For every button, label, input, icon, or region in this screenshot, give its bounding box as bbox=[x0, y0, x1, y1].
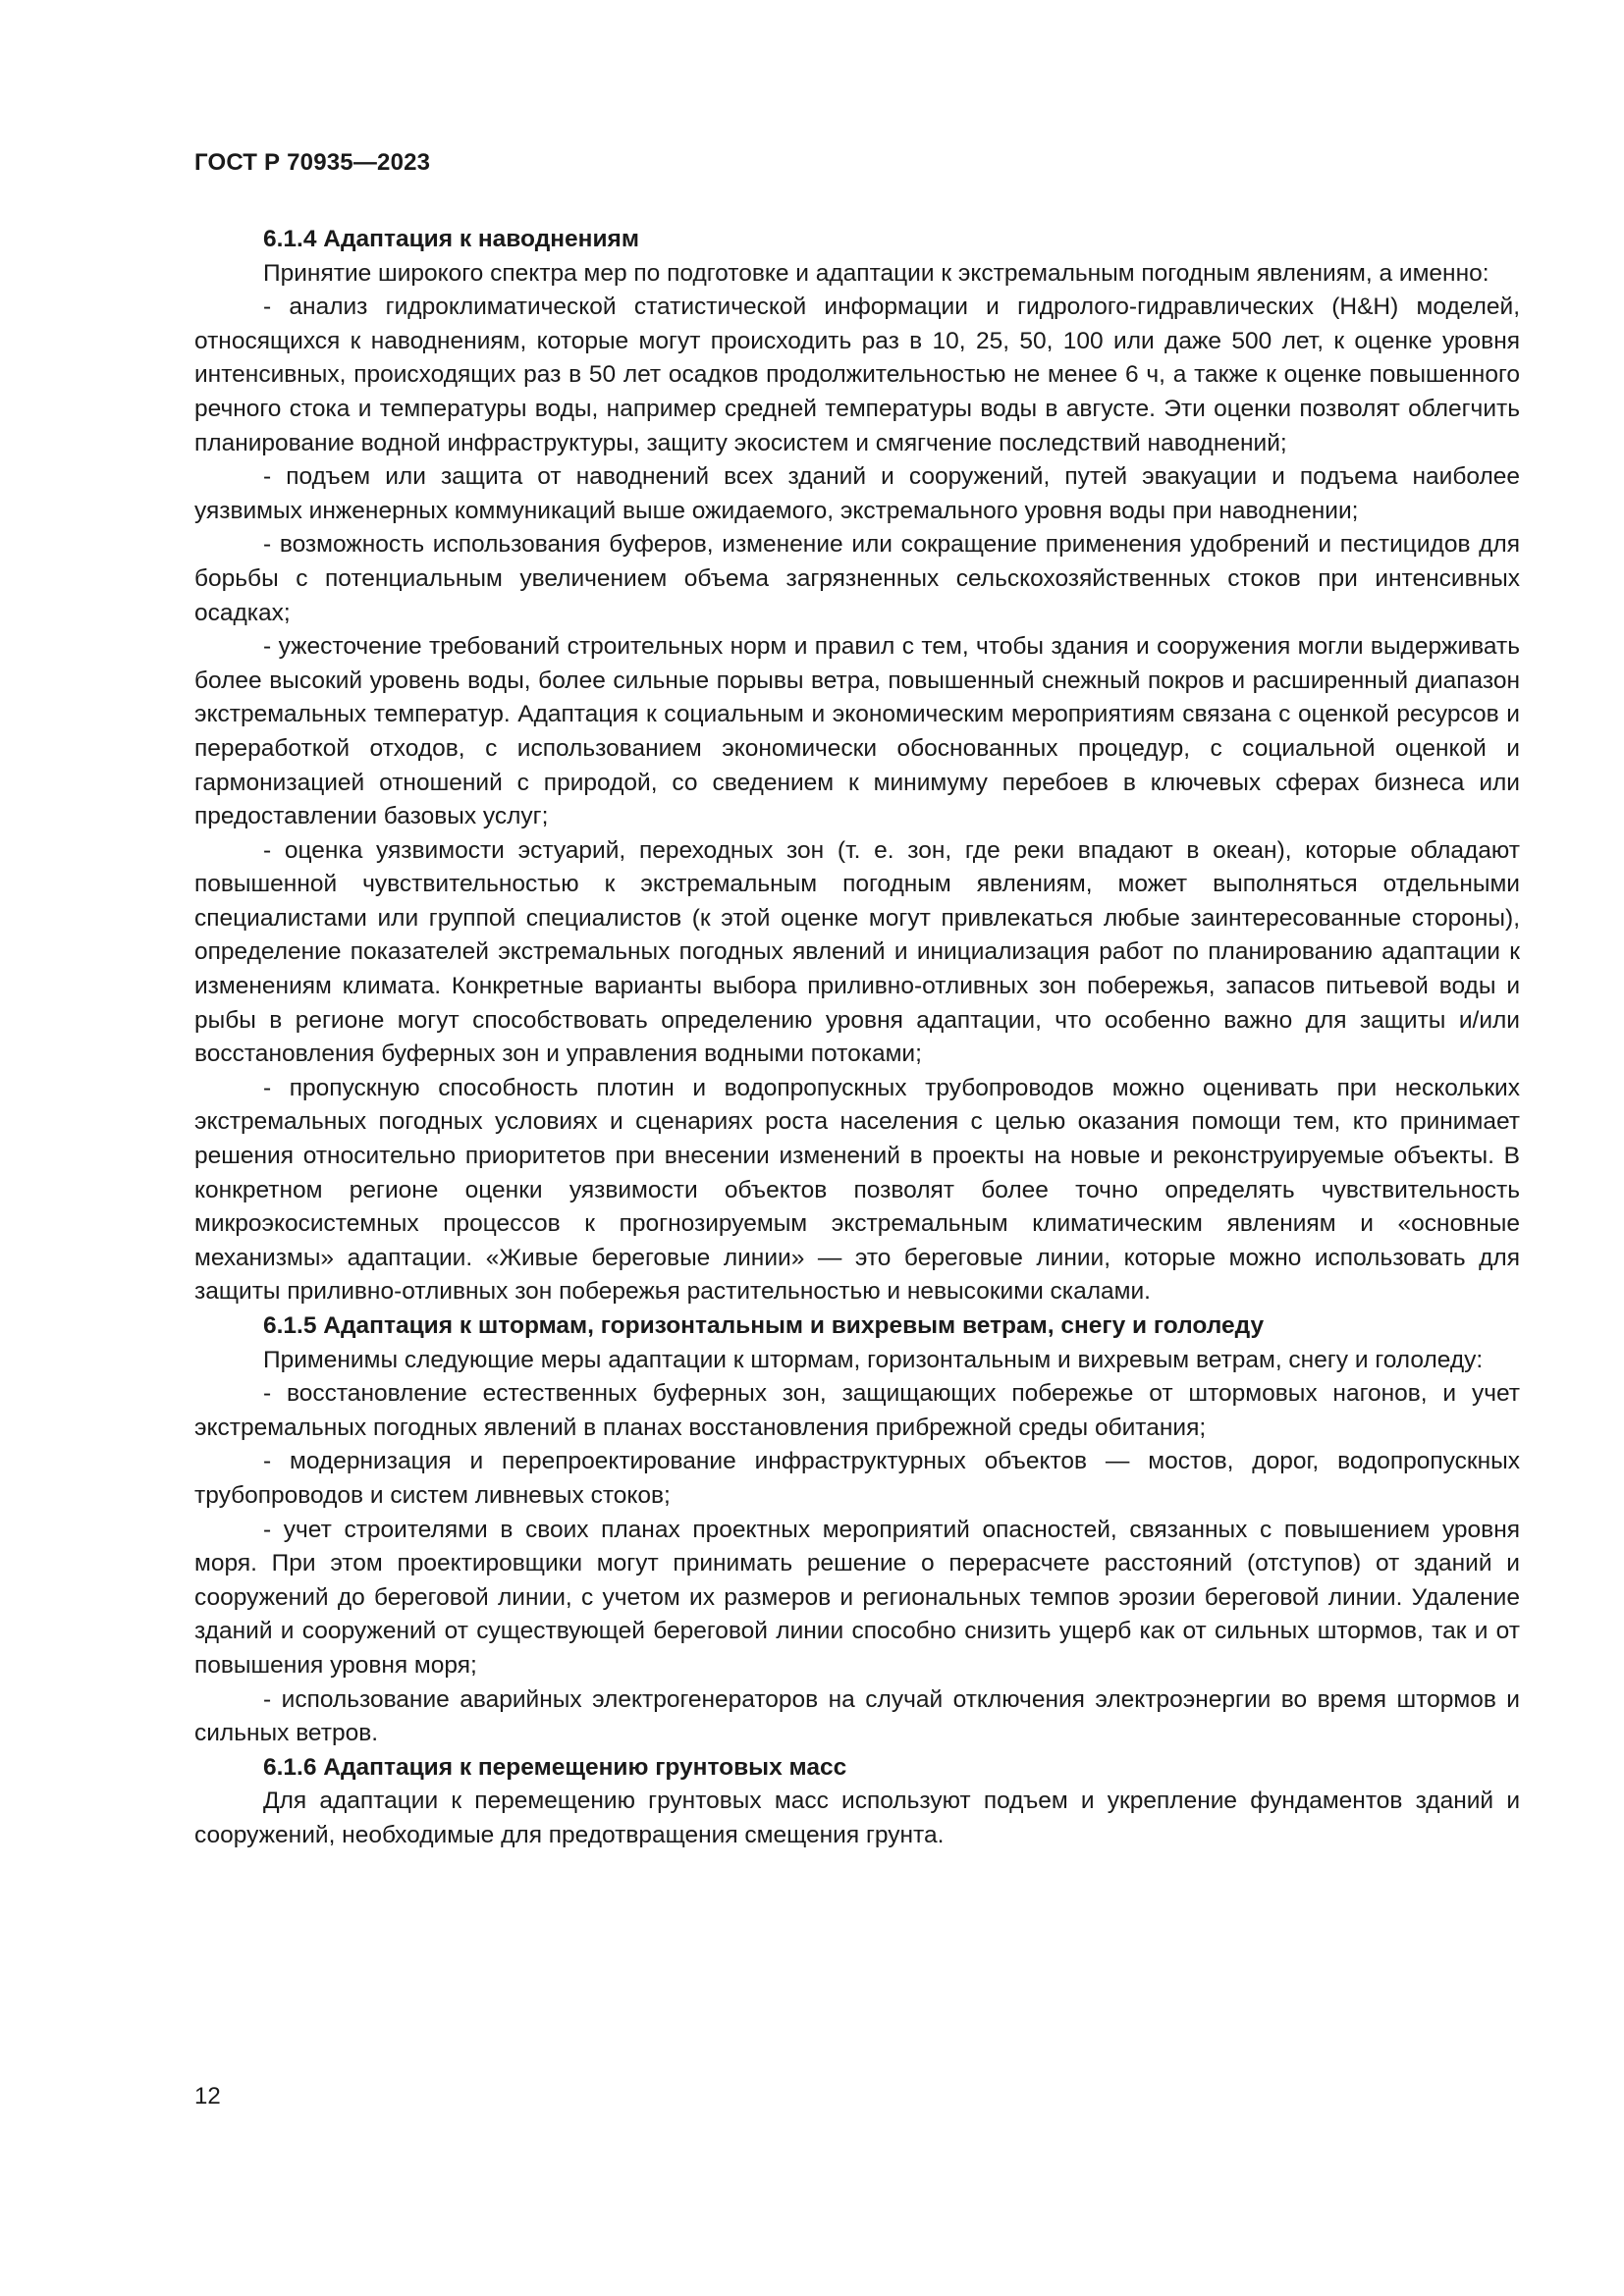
section-heading-6-1-5: 6.1.5 Адаптация к штормам, горизонтальным и вихревым ветрам, снегу и гололеду bbox=[263, 1312, 1265, 1339]
list-item: - учет строителями в своих планах проектных мероприятий опасностей, связанных с повышением уровня моря. При этом проектировщики могут принимать решение о перерасчете расстояний (отступов) от зданий и сооружений до береговой линии, с учетом их размеров и региональных темпов эрозии береговой линии. Удаление зданий и сооружений от существующей береговой линии способно снизить ущерб как от сильных штормов, так и от повышения уровня моря; bbox=[194, 1516, 1520, 1679]
document-code: ГОСТ Р 70935—2023 bbox=[194, 149, 431, 176]
section-heading-6-1-4: 6.1.4 Адаптация к наводнениям bbox=[263, 226, 639, 252]
list-item: - пропускную способность плотин и водопропускных трубопроводов можно оценивать при нескольких экстремальных погодных условиях и сценариях роста населения с целью оказания помощи тем, кто принимает решения относительно приоритетов при внесении изменений в проекты на новые и реконструируемые объекты. В конкретном регионе оценки уязвимости объектов позволят более точно определять чувствительность микроэкосистемных процессов к прогнозируемым экстремальным климатическим явлениям и «основные механизмы» адаптации. «Живые береговые линии» — это береговые линии, которые можно использовать для защиты приливно-отливных зон побережья растительностью и невысокими скалами. bbox=[194, 1074, 1520, 1306]
list-item: - возможность использования буферов, изменение или сокращение применения удобрений и пестицидов для борьбы с потенциальным увеличением объема загрязненных сельскохозяйственных стоков при интенсивных осадках; bbox=[194, 531, 1520, 626]
list-item: - использование аварийных электрогенераторов на случай отключения электроэнергии во время штормов и сильных ветров. bbox=[194, 1685, 1520, 1747]
list-item: - восстановление естественных буферных зон, защищающих побережье от штормовых нагонов, и учет экстремальных погодных явлений в планах восстановления прибрежной среды обитания; bbox=[194, 1380, 1520, 1441]
list-item: - модернизация и перепроектирование инфраструктурных объектов — мостов, дорог, водопропускных трубопроводов и систем ливневых стоков; bbox=[194, 1448, 1520, 1509]
list-item: - подъем или защита от наводнений всех зданий и сооружений, путей эвакуации и подъема наиболее уязвимых инженерных коммуникаций выше ожидаемого, экстремального уровня воды при наводнении; bbox=[194, 463, 1520, 524]
section-intro: Принятие широкого спектра мер по подготовке и адаптации к экстремальным погодным явлениям, а именно: bbox=[263, 259, 1489, 287]
section-heading-6-1-6: 6.1.6 Адаптация к перемещению грунтовых масс bbox=[263, 1753, 847, 1781]
document-body bbox=[194, 223, 1520, 1853]
list-item: - ужесточение требований строительных норм и правил с тем, чтобы здания и сооружения могли выдерживать более высокий уровень воды, более сильные порывы ветра, повышенный снежный покров и расширенный диапазон экстремальных температур. Адаптация к социальным и экономическим мероприятиям связана с оценкой ресурсов и переработкой отходов, с использованием экономически обоснованных процедур, с социальной оценкой и гармонизацией отношений с природой, со сведением к минимуму перебоев в ключевых сферах бизнеса или предоставлении базовых услуг; bbox=[194, 633, 1520, 830]
list-item: - анализ гидроклиматической статистической информации и гидролого-гидравлических (H&H) моделей, относящихся к наводнениям, которые могут происходить раз в 10, 25, 50, 100 или даже 500 лет, к оценке уровня интенсивных, происходящих раз в 50 лет осадков продолжительностью не менее 6 ч, а также к оценке повышенного речного стока и температуры воды, например средней температуры воды в августе. Эти оценки позволят облегчить планирование водной инфраструктуры, защиту экосистем и смягчение последствий наводнений; bbox=[194, 294, 1520, 456]
section-intro: Для адаптации к перемещению грунтовых масс используют подъем и укрепление фундаментов зданий и сооружений, необходимые для предотвращения смещения грунта. bbox=[194, 1788, 1520, 1848]
page-number: 12 bbox=[194, 2083, 221, 2109]
list-item: - оценка уязвимости эстуарий, переходных зон (т. е. зон, где реки впадают в океан), которые обладают повышенной чувствительностью к экстремальным погодным явлениям, может выполняться отдельными специалистами или группой специалистов (к этой оценке могут привлекаться любые заинтересованные стороны), определение показателей экстремальных погодных явлений и инициализация работ по планированию адаптации к изменениям климата. Конкретные варианты выбора приливно-отливных зон побережья, запасов питьевой воды и рыбы в регионе могут способствовать определению уровня адаптации, что особенно важно для защиты и/или восстановления буферных зон и управления водными потоками; bbox=[194, 836, 1520, 1068]
section-intro: Применимы следующие меры адаптации к штормам, горизонтальным и вихревым ветрам, снегу и гололеду: bbox=[263, 1346, 1484, 1373]
